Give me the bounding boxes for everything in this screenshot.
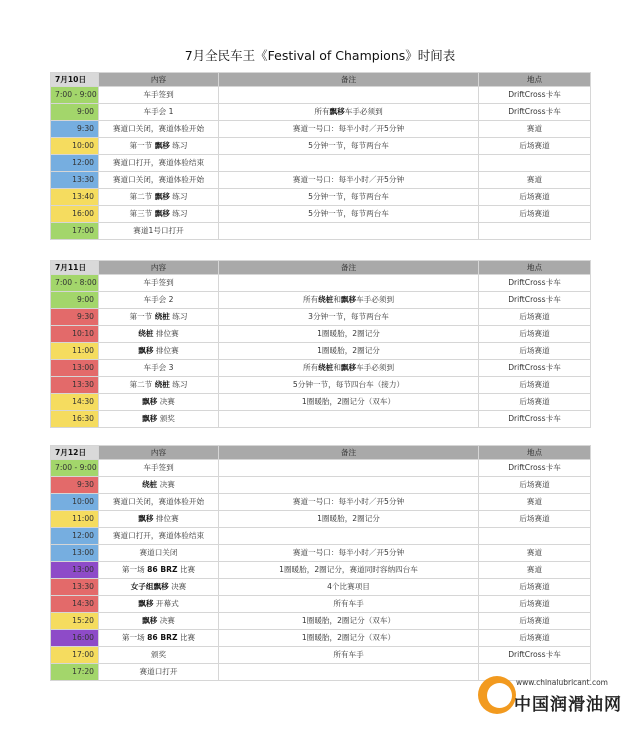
content-cell bbox=[99, 189, 219, 206]
content-text: 第一节 bbox=[129, 141, 155, 150]
table-header-row bbox=[51, 261, 591, 275]
content-text: 绕桩 bbox=[138, 329, 154, 338]
location-header: 地点 bbox=[479, 446, 591, 460]
time-cell: 16:30 bbox=[51, 411, 99, 428]
content-cell bbox=[99, 206, 219, 223]
content-text: 练习 bbox=[169, 141, 188, 150]
note-cell bbox=[219, 309, 479, 326]
table-row bbox=[51, 579, 591, 596]
content-cell bbox=[99, 460, 219, 477]
note-cell bbox=[219, 377, 479, 394]
content-header: 内容 bbox=[99, 446, 219, 460]
note-cell bbox=[219, 394, 479, 411]
note-header: 备注 bbox=[219, 261, 479, 275]
note-text: 3分钟一节，每节两台车 bbox=[308, 312, 389, 321]
location-cell: 后场赛道 bbox=[479, 630, 591, 647]
content-text: 颁奖 bbox=[150, 650, 167, 659]
content-text: 开幕式 bbox=[153, 599, 179, 608]
note-cell bbox=[219, 511, 479, 528]
table-row bbox=[51, 87, 591, 104]
table-row bbox=[51, 360, 591, 377]
content-text: 车手签到 bbox=[143, 90, 174, 99]
content-text: 赛道口关闭 bbox=[139, 548, 178, 557]
content-cell bbox=[99, 292, 219, 309]
watermark-logo bbox=[478, 672, 628, 724]
note-text: 和 bbox=[333, 295, 341, 304]
content-text: 车手签到 bbox=[143, 463, 174, 472]
location-cell: 赛道 bbox=[479, 494, 591, 511]
note-text: 所有车手 bbox=[333, 650, 364, 659]
time-cell: 7:00 - 8:00 bbox=[51, 275, 99, 292]
content-cell bbox=[99, 630, 219, 647]
location-cell: 赛道 bbox=[479, 545, 591, 562]
content-text: 飘移 bbox=[142, 616, 158, 625]
table-row bbox=[51, 394, 591, 411]
content-text: 排位赛 bbox=[153, 329, 179, 338]
time-cell: 17:00 bbox=[51, 647, 99, 664]
content-text: 女子组飘移 bbox=[130, 582, 169, 591]
note-text: 绕桩 bbox=[318, 363, 334, 372]
content-text: 排位赛 bbox=[153, 514, 179, 523]
time-cell: 11:00 bbox=[51, 343, 99, 360]
content-text: 第一节 bbox=[129, 312, 155, 321]
note-text: 1圈暖胎，2圈记分 bbox=[317, 346, 380, 355]
note-cell bbox=[219, 360, 479, 377]
location-cell: 后场赛道 bbox=[479, 343, 591, 360]
location-cell: DriftCross卡车 bbox=[479, 411, 591, 428]
content-text: 练习 bbox=[169, 380, 188, 389]
note-text: 飘移 bbox=[340, 363, 357, 372]
table-row bbox=[51, 511, 591, 528]
location-cell: DriftCross卡车 bbox=[479, 460, 591, 477]
note-header: 备注 bbox=[219, 446, 479, 460]
content-text: 第二节 bbox=[129, 380, 155, 389]
date-header: 7月12日 bbox=[51, 446, 99, 460]
table-row bbox=[51, 411, 591, 428]
content-text: 赛道口打开，赛道体验结束 bbox=[112, 531, 205, 540]
table-row bbox=[51, 155, 591, 172]
note-text: 5分钟一节，每节两台车 bbox=[308, 192, 389, 201]
time-cell: 13:30 bbox=[51, 172, 99, 189]
content-cell bbox=[99, 545, 219, 562]
content-cell bbox=[99, 121, 219, 138]
note-text: 赛道一号口：每半小时／开5分钟 bbox=[292, 124, 405, 133]
note-cell bbox=[219, 647, 479, 664]
note-text: 1圈暖胎，2圈记分（双车） bbox=[301, 633, 396, 642]
note-cell bbox=[219, 630, 479, 647]
time-cell: 10:10 bbox=[51, 326, 99, 343]
note-text: 飘移 bbox=[329, 107, 345, 116]
content-text: 比赛 bbox=[177, 565, 196, 574]
time-cell: 7:00 - 9:00 bbox=[51, 460, 99, 477]
location-cell: 后场赛道 bbox=[479, 579, 591, 596]
location-cell: 后场赛道 bbox=[479, 477, 591, 494]
table-row bbox=[51, 596, 591, 613]
location-cell: DriftCross卡车 bbox=[479, 87, 591, 104]
table-row bbox=[51, 477, 591, 494]
time-cell: 17:20 bbox=[51, 664, 99, 681]
content-text: 飘移 bbox=[138, 514, 154, 523]
content-text: 决赛 bbox=[157, 397, 175, 406]
watermark-url: www.chinalubricant.com bbox=[516, 678, 608, 687]
page-title: 7月全民车王《Festival of Champions》时间表 bbox=[184, 48, 456, 63]
content-text: 第一场 bbox=[121, 633, 148, 642]
note-cell bbox=[219, 206, 479, 223]
content-text: 86 BRZ bbox=[147, 565, 178, 574]
content-text: 练习 bbox=[169, 209, 188, 218]
location-cell: 后场赛道 bbox=[479, 394, 591, 411]
location-cell bbox=[479, 223, 591, 240]
note-cell bbox=[219, 275, 479, 292]
note-cell bbox=[219, 494, 479, 511]
note-text: 赛道一号口：每半小时／开5分钟 bbox=[292, 175, 405, 184]
content-text: 绕桩 bbox=[154, 380, 170, 389]
schedule-table-day-1 bbox=[50, 72, 591, 240]
table-header-row bbox=[51, 446, 591, 460]
note-text: 1圈暖胎，2圈记分 bbox=[317, 514, 380, 523]
table-row bbox=[51, 206, 591, 223]
content-text: 绕桩 bbox=[142, 480, 158, 489]
note-text: 车手必须到 bbox=[356, 363, 395, 372]
time-cell: 13:30 bbox=[51, 579, 99, 596]
time-cell: 13:00 bbox=[51, 545, 99, 562]
note-cell bbox=[219, 104, 479, 121]
table-row bbox=[51, 121, 591, 138]
location-cell: 赛道 bbox=[479, 172, 591, 189]
content-text: 飘移 bbox=[138, 599, 154, 608]
note-cell bbox=[219, 189, 479, 206]
note-text: 所有 bbox=[302, 363, 319, 372]
content-text: 赛道口打开 bbox=[139, 667, 178, 676]
note-cell bbox=[219, 562, 479, 579]
table-row bbox=[51, 309, 591, 326]
note-text: 所有车手 bbox=[333, 599, 364, 608]
note-text: 5分钟一节，每节四台车（接力） bbox=[292, 380, 405, 389]
content-cell bbox=[99, 647, 219, 664]
time-cell: 9:30 bbox=[51, 309, 99, 326]
note-cell bbox=[219, 460, 479, 477]
content-text: 第三节 bbox=[129, 209, 155, 218]
note-text: 5分钟一节，每节两台车 bbox=[308, 141, 389, 150]
location-cell: 后场赛道 bbox=[479, 511, 591, 528]
table-header-row bbox=[51, 73, 591, 87]
note-text: 1圈暖胎，2圈记分（双车） bbox=[301, 397, 396, 406]
content-text: 车手签到 bbox=[143, 278, 174, 287]
content-text: 飘移 bbox=[154, 209, 170, 218]
content-text: 赛道口打开，赛道体验结束 bbox=[112, 158, 205, 167]
time-cell: 13:40 bbox=[51, 189, 99, 206]
time-cell: 14:30 bbox=[51, 596, 99, 613]
content-text: 车手会 3 bbox=[143, 363, 174, 372]
location-cell: 赛道 bbox=[479, 121, 591, 138]
time-cell: 16:00 bbox=[51, 630, 99, 647]
time-cell: 14:30 bbox=[51, 394, 99, 411]
note-text: 所有 bbox=[302, 295, 319, 304]
location-header: 地点 bbox=[479, 73, 591, 87]
table-row bbox=[51, 326, 591, 343]
content-text: 排位赛 bbox=[153, 346, 179, 355]
content-text: 决赛 bbox=[157, 616, 175, 625]
note-cell bbox=[219, 155, 479, 172]
content-cell bbox=[99, 343, 219, 360]
location-cell: DriftCross卡车 bbox=[479, 104, 591, 121]
content-cell bbox=[99, 511, 219, 528]
content-cell bbox=[99, 411, 219, 428]
location-cell: 后场赛道 bbox=[479, 377, 591, 394]
content-cell bbox=[99, 528, 219, 545]
content-text: 赛道口关闭，赛道体验开始 bbox=[112, 175, 205, 184]
note-cell bbox=[219, 138, 479, 155]
note-cell bbox=[219, 596, 479, 613]
content-cell bbox=[99, 138, 219, 155]
note-text: 和 bbox=[333, 363, 341, 372]
time-cell: 10:00 bbox=[51, 494, 99, 511]
content-text: 车手会 2 bbox=[143, 295, 174, 304]
note-cell bbox=[219, 292, 479, 309]
note-text: 赛道一号口：每半小时／开5分钟 bbox=[292, 548, 405, 557]
location-cell: 后场赛道 bbox=[479, 613, 591, 630]
note-text: 5分钟一节，每节两台车 bbox=[308, 209, 389, 218]
time-cell: 9:00 bbox=[51, 104, 99, 121]
content-cell bbox=[99, 87, 219, 104]
time-cell: 12:00 bbox=[51, 155, 99, 172]
content-text: 车手会 1 bbox=[143, 107, 174, 116]
content-cell bbox=[99, 104, 219, 121]
content-cell bbox=[99, 155, 219, 172]
location-cell: DriftCross卡车 bbox=[479, 275, 591, 292]
note-text: 赛道一号口：每半小时／开5分钟 bbox=[292, 497, 405, 506]
content-cell bbox=[99, 309, 219, 326]
content-cell bbox=[99, 326, 219, 343]
content-cell bbox=[99, 377, 219, 394]
time-cell: 13:30 bbox=[51, 377, 99, 394]
content-text: 练习 bbox=[169, 192, 188, 201]
location-cell: 后场赛道 bbox=[479, 189, 591, 206]
location-cell: 后场赛道 bbox=[479, 206, 591, 223]
note-text: 所有 bbox=[314, 107, 330, 116]
note-text: 绕桩 bbox=[318, 295, 334, 304]
note-text: 1圈暖胎，2圈记分 bbox=[317, 329, 380, 338]
schedule-table-day-2 bbox=[50, 260, 591, 428]
note-cell bbox=[219, 579, 479, 596]
note-cell bbox=[219, 223, 479, 240]
time-cell: 11:00 bbox=[51, 511, 99, 528]
note-text: 飘移 bbox=[340, 295, 357, 304]
time-cell: 16:00 bbox=[51, 206, 99, 223]
table-row bbox=[51, 562, 591, 579]
table-row bbox=[51, 104, 591, 121]
table-row bbox=[51, 545, 591, 562]
content-text: 颁奖 bbox=[157, 414, 175, 423]
note-header: 备注 bbox=[219, 73, 479, 87]
note-cell bbox=[219, 326, 479, 343]
note-cell bbox=[219, 172, 479, 189]
time-cell: 13:00 bbox=[51, 562, 99, 579]
time-cell: 10:00 bbox=[51, 138, 99, 155]
content-text: 飘移 bbox=[154, 141, 170, 150]
location-cell: DriftCross卡车 bbox=[479, 360, 591, 377]
table-row bbox=[51, 275, 591, 292]
content-cell bbox=[99, 394, 219, 411]
content-text: 86 BRZ bbox=[147, 633, 178, 642]
note-cell bbox=[219, 528, 479, 545]
note-text: 车手必须到 bbox=[344, 107, 383, 116]
note-cell bbox=[219, 121, 479, 138]
content-header: 内容 bbox=[99, 73, 219, 87]
content-text: 赛道口关闭，赛道体验开始 bbox=[112, 497, 205, 506]
date-header: 7月10日 bbox=[51, 73, 99, 87]
time-cell: 13:00 bbox=[51, 360, 99, 377]
table-row bbox=[51, 189, 591, 206]
content-text: 决赛 bbox=[157, 480, 175, 489]
time-cell: 9:30 bbox=[51, 121, 99, 138]
time-cell: 9:30 bbox=[51, 477, 99, 494]
table-row bbox=[51, 223, 591, 240]
note-text: 车手必须到 bbox=[356, 295, 395, 304]
content-cell bbox=[99, 613, 219, 630]
time-cell: 15:20 bbox=[51, 613, 99, 630]
table-row bbox=[51, 377, 591, 394]
content-cell bbox=[99, 172, 219, 189]
logo-ring-icon bbox=[478, 676, 516, 714]
note-text: 1圈暖胎，2圈记分（双车） bbox=[301, 616, 396, 625]
table-row bbox=[51, 528, 591, 545]
content-text: 决赛 bbox=[168, 582, 187, 591]
content-cell bbox=[99, 477, 219, 494]
note-cell bbox=[219, 477, 479, 494]
time-cell: 7:00 - 9:00 bbox=[51, 87, 99, 104]
content-text: 飘移 bbox=[142, 397, 158, 406]
content-cell bbox=[99, 664, 219, 681]
content-cell bbox=[99, 223, 219, 240]
schedule-table-day-3 bbox=[50, 445, 591, 681]
watermark-name: 中国润滑油网 bbox=[514, 695, 622, 715]
location-cell: 后场赛道 bbox=[479, 326, 591, 343]
content-header: 内容 bbox=[99, 261, 219, 275]
note-cell bbox=[219, 664, 479, 681]
note-cell bbox=[219, 411, 479, 428]
content-text: 赛道1号口打开 bbox=[133, 226, 184, 235]
table-row bbox=[51, 138, 591, 155]
note-text: 4个比赛项目 bbox=[327, 582, 370, 591]
content-text: 飘移 bbox=[142, 414, 158, 423]
table-row bbox=[51, 292, 591, 309]
content-cell bbox=[99, 596, 219, 613]
table-row bbox=[51, 647, 591, 664]
location-cell: 后场赛道 bbox=[479, 596, 591, 613]
content-text: 飘移 bbox=[154, 192, 170, 201]
location-header: 地点 bbox=[479, 261, 591, 275]
note-text: 1圈暖胎，2圈记分，赛道同时容纳四台车 bbox=[279, 565, 418, 574]
content-cell bbox=[99, 360, 219, 377]
content-text: 练习 bbox=[169, 312, 188, 321]
time-cell: 17:00 bbox=[51, 223, 99, 240]
location-cell bbox=[479, 528, 591, 545]
content-text: 第二节 bbox=[129, 192, 155, 201]
location-cell: DriftCross卡车 bbox=[479, 647, 591, 664]
note-cell bbox=[219, 343, 479, 360]
location-cell bbox=[479, 155, 591, 172]
location-cell: 后场赛道 bbox=[479, 309, 591, 326]
note-cell bbox=[219, 87, 479, 104]
location-cell: 后场赛道 bbox=[479, 138, 591, 155]
table-row bbox=[51, 630, 591, 647]
content-cell bbox=[99, 275, 219, 292]
table-row bbox=[51, 460, 591, 477]
content-cell bbox=[99, 562, 219, 579]
table-row bbox=[51, 172, 591, 189]
date-header: 7月11日 bbox=[51, 261, 99, 275]
table-row bbox=[51, 494, 591, 511]
content-text: 赛道口关闭，赛道体验开始 bbox=[112, 124, 205, 133]
content-text: 绕桩 bbox=[154, 312, 170, 321]
content-text: 第一场 bbox=[121, 565, 148, 574]
table-row bbox=[51, 613, 591, 630]
time-cell: 9:00 bbox=[51, 292, 99, 309]
content-text: 飘移 bbox=[138, 346, 154, 355]
content-text: 比赛 bbox=[177, 633, 196, 642]
location-cell: 赛道 bbox=[479, 562, 591, 579]
table-row bbox=[51, 343, 591, 360]
time-cell: 12:00 bbox=[51, 528, 99, 545]
note-cell bbox=[219, 613, 479, 630]
note-cell bbox=[219, 545, 479, 562]
content-cell bbox=[99, 494, 219, 511]
location-cell: DriftCross卡车 bbox=[479, 292, 591, 309]
content-cell bbox=[99, 579, 219, 596]
